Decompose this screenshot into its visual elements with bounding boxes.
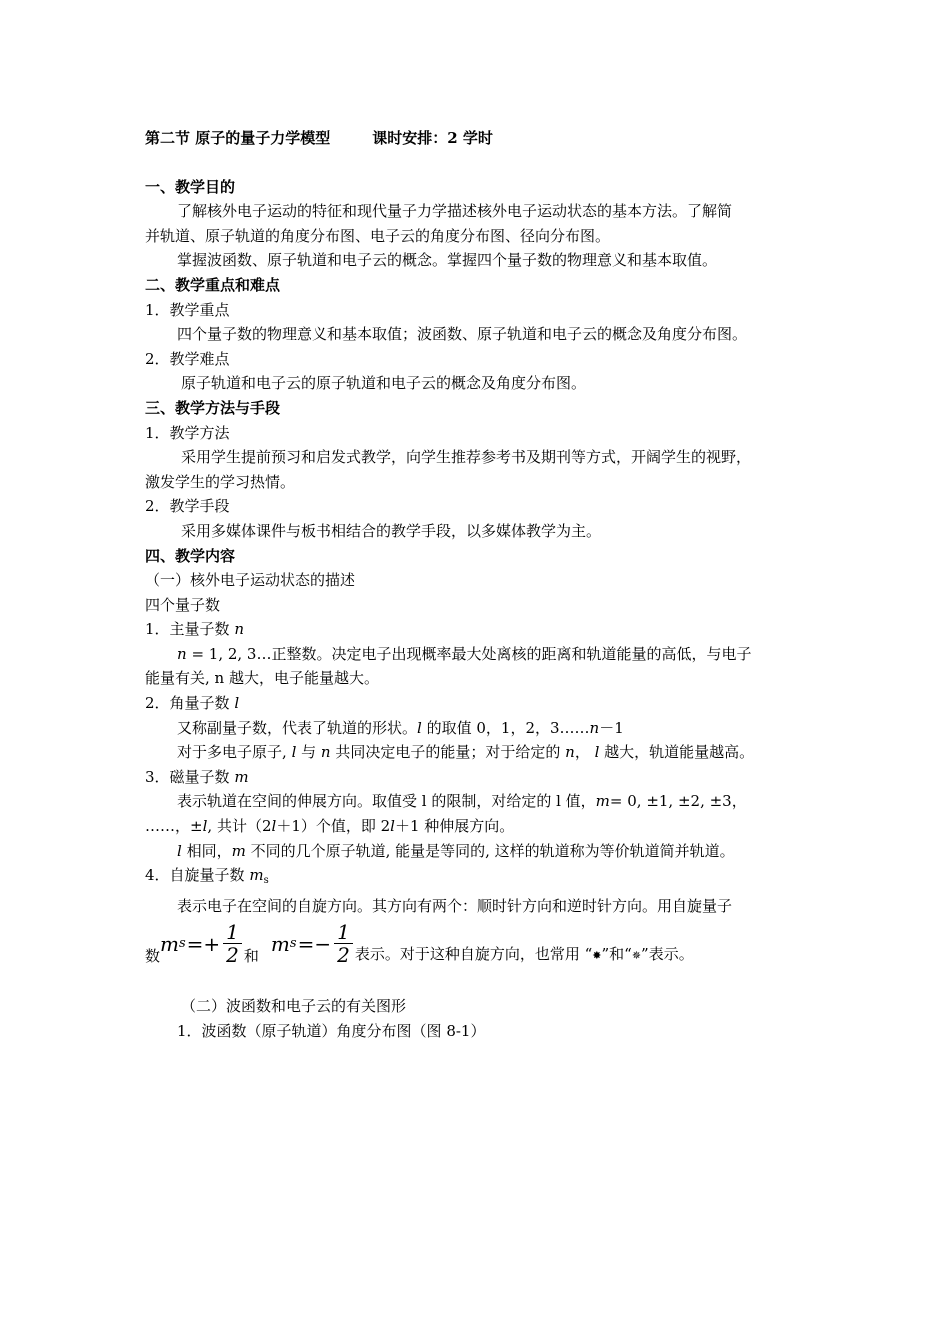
means-subheading: 2．教学手段 [145,497,230,516]
section-title: 第二节 原子的量子力学模型 [145,129,331,147]
fraction-one-half: $\frac{1}{2}$ [223,921,242,966]
spin-quantum-number-formula-line: 数 m s =+ $\frac{1}{2}$ 和 m s =− $\frac{1}{2}$ 表示。对于这种自旋方向，也常用 “✸”和“✵”表示。 [145,920,694,968]
magnetic-quantum-number-line-1: 表示轨道在空间的伸展方向。取值受 l 的限制，对给定的 l 值，m= 0, ±1, ±2, ±3， [177,792,747,811]
spin-down-symbol-icon: ✵ [631,949,642,963]
methods-text-line-2: 激发学生的学习热情。 [145,472,296,491]
spin-down-formula: m s =− $\frac{1}{2}$ [271,921,355,966]
quantum-numbers-intro: 四个量子数 [145,595,221,614]
objectives-paragraph-1-line-1: 了解核外电子运动的特征和现代量子力学描述核外电子运动状态的基本方法。了解简 [177,202,733,221]
magnetic-quantum-number-line-3: l 相同，m 不同的几个原子轨道, 能量是等同的, 这样的轨道称为等价轨道简并轨道。 [177,841,735,860]
section-heading-objectives: 一、教学目的 [145,177,236,196]
angular-quantum-number-line-2: 对于多电子原子, l 与 n 共同决定电子的能量；对于给定的 n， l 越大，轨道能量越高。 [177,743,755,762]
difficult-points-text: 原子轨道和电子云的原子轨道和电子云的概念及角度分布图。 [181,374,587,393]
section-heading-methods: 三、教学方法与手段 [145,398,281,417]
magnetic-quantum-number-heading: 3．磁量子数 m [145,767,249,786]
magnetic-quantum-number-line-2: ……，±l, 共计（2l＋1）个值，即 2l＋1 种伸展方向。 [145,817,515,836]
subsection-wave-function-figures: （二）波函数和电子云的有关图形 [181,997,407,1016]
angular-quantum-number-line-1: 又称副量子数，代表了轨道的形状。l 的取值 0，1，2，3……n－1 [177,718,624,737]
class-schedule: 课时安排：2 学时 [372,129,493,147]
difficult-points-subheading: 2．教学难点 [145,349,230,368]
means-text: 采用多媒体课件与板书相结合的教学手段，以多媒体教学为主。 [181,521,602,540]
methods-subheading: 1．教学方法 [145,423,230,442]
subsection-electron-state: （一）核外电子运动状态的描述 [145,571,356,590]
spin-up-symbol-icon: ✸ [592,949,602,963]
angular-quantum-number-heading: 2．角量子数 l [145,694,240,713]
spin-quantum-number-line-1: 表示电子在空间的自旋方向。其方向有两个：顺时针方向和逆时针方向。用自旋量子 [177,896,733,915]
principal-quantum-number-line-1: n = 1, 2, 3…正整数。决定电子出现概率最大处离核的距离和轨道能量的高低，与电子 [177,644,752,663]
document-page [145,126,815,1044]
key-points-subheading: 1．教学重点 [145,300,230,319]
spin-up-formula: m s =+ $\frac{1}{2}$ [160,921,244,966]
principal-quantum-number-heading: 1．主量子数 n [145,620,244,639]
spin-quantum-number-heading: 4．自旋量子数 $m_s$ [145,866,269,887]
principal-quantum-number-line-2: 能量有关, n 越大，电子能量越大。 [145,669,379,688]
document-title-line [145,126,815,151]
key-points-text: 四个量子数的物理意义和基本取值；波函数、原子轨道和电子云的概念及角度分布图。 [177,325,748,344]
fraction-minus-one-half: $\frac{1}{2}$ [334,921,353,966]
objectives-paragraph-2: 掌握波函数、原子轨道和电子云的概念。掌握四个量子数的物理意义和基本取值。 [177,251,718,270]
wave-function-angular-distribution-item: 1．波函数（原子轨道）角度分布图（图 8-1） [177,1022,486,1040]
objectives-paragraph-1-line-2: 并轨道、原子轨道的角度分布图、电子云的角度分布图、径向分布图。 [145,226,611,245]
methods-text-line-1: 采用学生提前预习和启发式教学，向学生推荐参考书及期刊等方式，开阔学生的视野， [181,448,752,467]
section-heading-content: 四、教学内容 [145,546,236,565]
section-heading-key-points: 二、教学重点和难点 [145,275,281,294]
